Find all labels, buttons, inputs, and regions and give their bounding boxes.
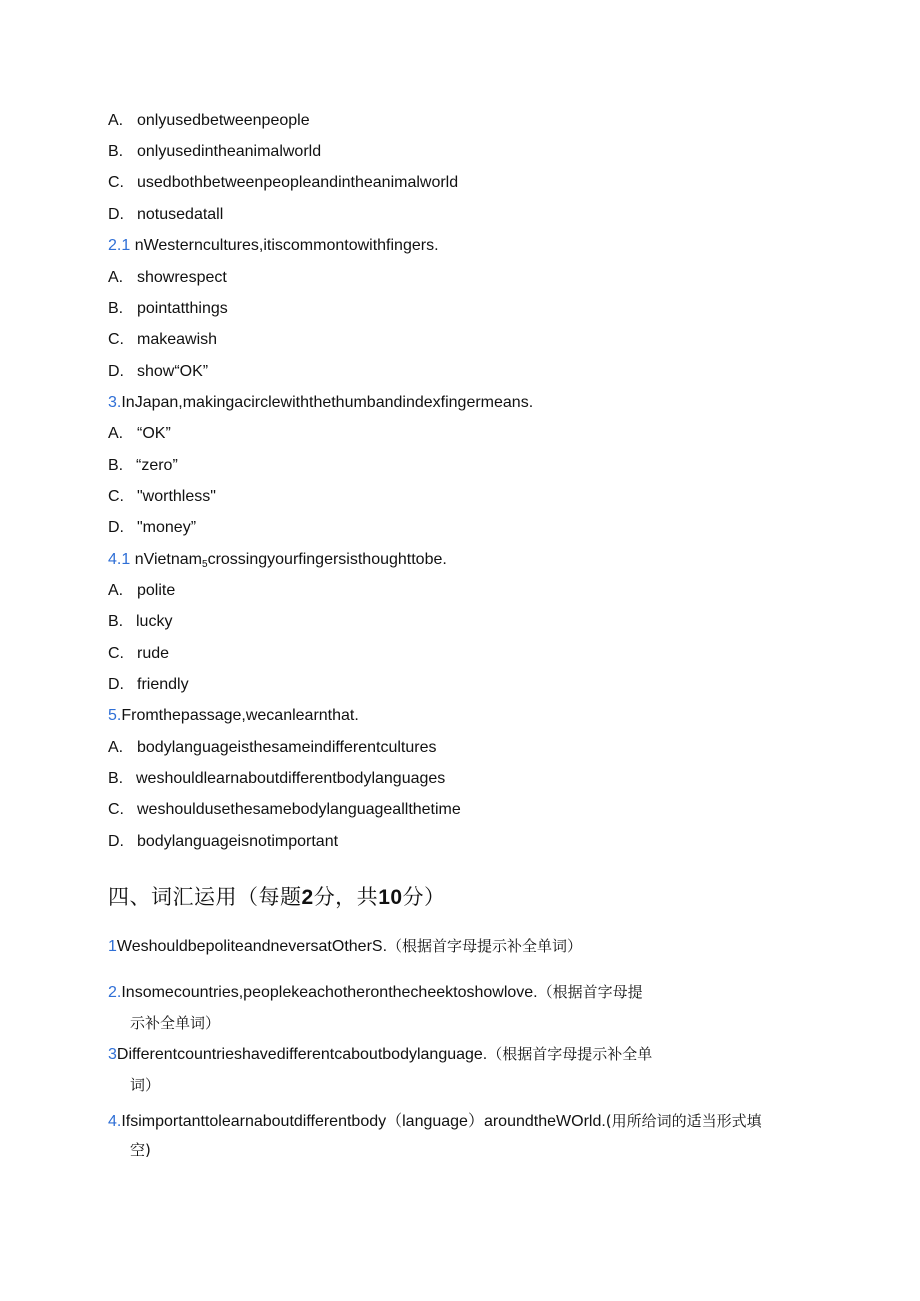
q1-option-b	[108, 142, 321, 162]
q5-option-c	[108, 800, 461, 820]
q5-option-d	[108, 832, 338, 852]
option-letter: A.	[108, 739, 124, 756]
question-text: nVietnam	[130, 551, 202, 568]
section-heading	[108, 884, 446, 912]
q5-option-b	[108, 769, 445, 789]
q2-option-d	[108, 362, 208, 382]
vocab-item-3-continued: 词）	[130, 1076, 161, 1094]
option-text: weshouldlearnaboutdifferentbodylanguages	[136, 770, 446, 787]
option-text: bodylanguageisthesameindifferentcultures	[137, 739, 437, 756]
section-title-part: 分，共	[313, 886, 379, 909]
question-number: 1	[108, 938, 117, 955]
option-letter: C.	[108, 488, 124, 505]
option-text: pointatthings	[137, 300, 228, 317]
q4-option-a	[108, 581, 175, 601]
instruction-note: （根据首字母提示补全单	[487, 1045, 653, 1063]
option-letter: D.	[108, 833, 124, 850]
vocab-item-3	[108, 1044, 652, 1065]
question-text: Fromthepassage,wecanlearnthat.	[121, 707, 359, 724]
question-number: 4.	[108, 1113, 122, 1130]
option-letter: C.	[108, 801, 124, 818]
question-number: 3	[108, 1046, 117, 1063]
section-total-points: 10	[378, 886, 403, 909]
option-letter: C.	[108, 331, 124, 348]
q4-stem	[108, 550, 447, 575]
question-number: 2.1	[108, 237, 131, 254]
option-letter: A.	[108, 112, 124, 129]
question-text: Insomecountries,peoplekeachotheronthecheektoshowlove.	[121, 984, 538, 1001]
section-title-part: 分）	[402, 886, 446, 909]
q2-option-b	[108, 299, 228, 319]
option-text: onlyusedintheanimalworld	[137, 143, 322, 160]
option-text: rude	[137, 645, 170, 662]
option-text: weshouldusethesamebodylanguageallthetime	[137, 801, 461, 818]
question-number: 5.	[108, 707, 122, 724]
vocab-item-2	[108, 982, 643, 1003]
q2-option-a	[108, 268, 227, 288]
option-letter: B.	[108, 613, 124, 630]
option-letter: A.	[108, 269, 124, 286]
option-text: onlyusedbetweenpeople	[137, 112, 310, 129]
option-text: lucky	[136, 613, 173, 630]
option-text: polite	[137, 582, 176, 599]
option-text: showrespect	[137, 269, 227, 286]
q2-stem	[108, 236, 439, 256]
option-letter: C.	[108, 645, 124, 662]
option-text: usedbothbetweenpeopleandintheanimalworld	[137, 174, 459, 191]
question-number: 2.	[108, 984, 122, 1001]
vocab-item-4	[108, 1111, 762, 1132]
q2-option-c	[108, 330, 217, 350]
option-letter: C.	[108, 174, 124, 191]
q4-option-d	[108, 675, 189, 695]
q3-stem	[108, 393, 533, 413]
option-text: “zero”	[136, 457, 178, 474]
q1-option-a	[108, 111, 310, 131]
question-text-continued: crossingyourfingersisthoughttobe.	[207, 551, 447, 568]
instruction-note: (用所给词的适当形式填	[605, 1112, 762, 1130]
question-text: InJapan,makingacirclewiththethumbandindexfingermeans.	[121, 394, 534, 411]
subscript-mark: 5	[202, 559, 208, 570]
section-points-per-item: 2	[301, 886, 314, 909]
option-letter: A.	[108, 425, 124, 442]
option-letter: D.	[108, 676, 124, 693]
instruction-note: （根据首字母提示补全单词）	[387, 937, 583, 955]
question-text: nWesterncultures,itiscommontowithfingers.	[130, 237, 439, 254]
option-letter: D.	[108, 519, 124, 536]
option-text: bodylanguageisnotimportant	[137, 833, 339, 850]
q1-option-c	[108, 173, 458, 193]
vocab-item-2-continued: 示补全单词）	[130, 1014, 221, 1032]
q3-option-d	[108, 518, 196, 538]
q3-option-a	[108, 424, 171, 444]
q5-option-a	[108, 738, 436, 758]
q1-option-d	[108, 205, 223, 225]
option-text: friendly	[137, 676, 189, 693]
option-letter: D.	[108, 363, 124, 380]
vocab-item-4-continued: 空)	[130, 1141, 151, 1159]
section-title-part: 四、词汇运用（每题	[108, 886, 302, 909]
option-text: notusedatall	[137, 206, 224, 223]
option-letter: D.	[108, 206, 124, 223]
question-text: WeshouldbepoliteandneversatOtherS.	[116, 938, 388, 955]
option-letter: B.	[108, 300, 124, 317]
vocab-item-1	[108, 936, 582, 957]
option-text: "money”	[137, 519, 197, 536]
q4-option-b	[108, 612, 172, 632]
question-number: 3.	[108, 394, 122, 411]
option-text: “OK”	[137, 425, 171, 442]
q3-option-b	[108, 456, 178, 476]
question-text: Ifsimportanttolearnaboutdifferentbody（language）aroundtheWOrld.	[121, 1113, 606, 1130]
question-text: Differentcountrieshavedifferentcaboutbodylanguage.	[116, 1046, 488, 1063]
option-letter: B.	[108, 457, 124, 474]
q5-stem	[108, 706, 359, 726]
option-text: "worthless"	[137, 488, 216, 505]
option-letter: A.	[108, 582, 124, 599]
q4-option-c	[108, 644, 169, 664]
option-letter: B.	[108, 770, 124, 787]
q3-option-c	[108, 487, 216, 507]
option-letter: B.	[108, 143, 124, 160]
question-number: 4.1	[108, 551, 131, 568]
option-text: show“OK”	[137, 363, 209, 380]
option-text: makeawish	[137, 331, 218, 348]
instruction-note: （根据首字母提	[537, 983, 643, 1001]
